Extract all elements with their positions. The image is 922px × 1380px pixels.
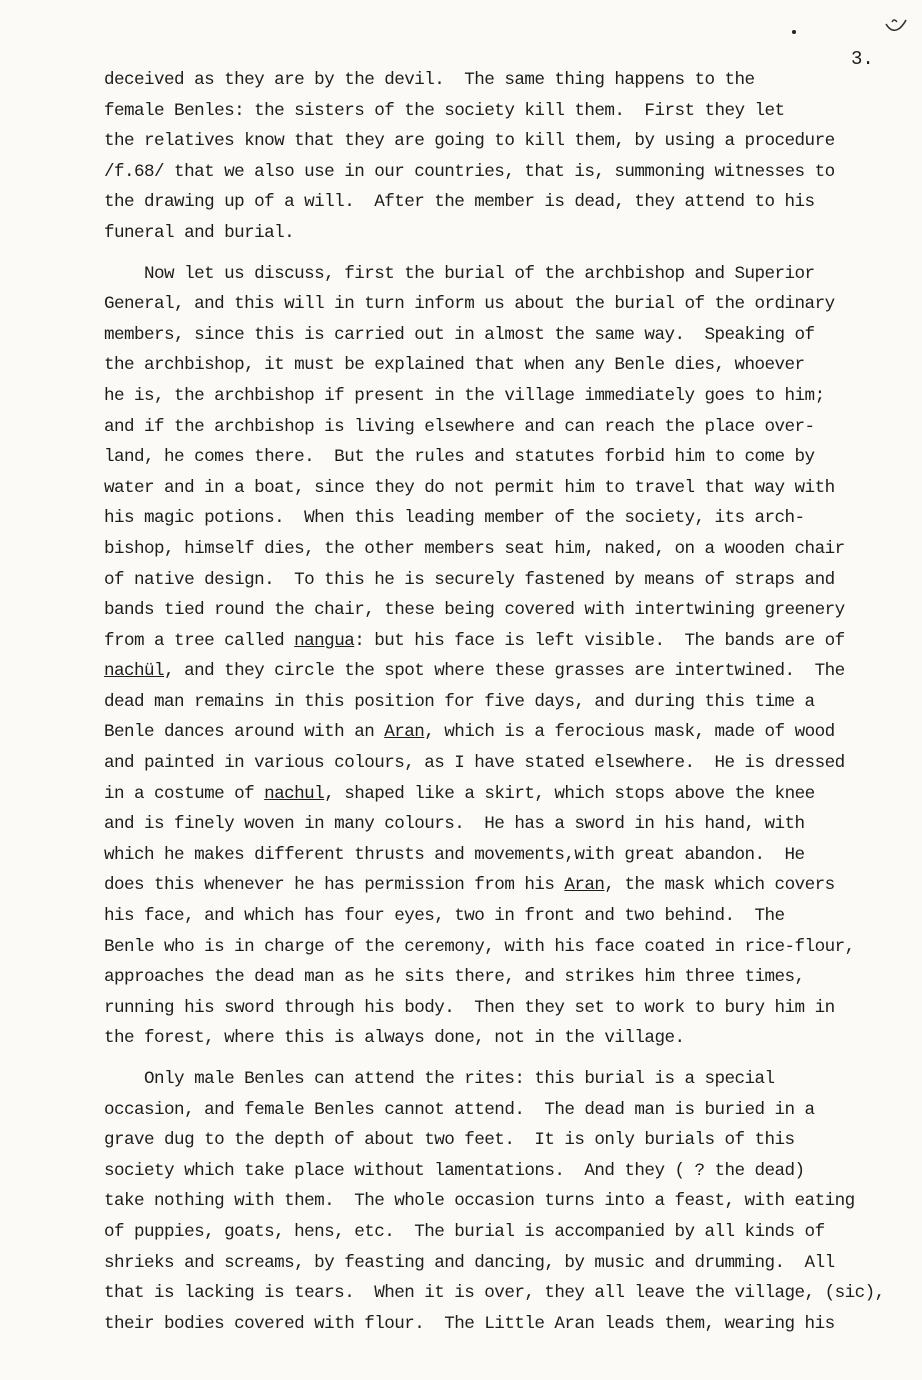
text-line: which he makes different thrusts and movements,with great abandon. He <box>104 844 805 865</box>
text-line: Benle dances around with an Aran, which is a ferocious mask, made of wood <box>104 722 835 743</box>
text-line: approaches the dead man as he sits there, and strikes him three times, <box>104 967 805 988</box>
paragraph-1 <box>104 65 912 249</box>
text-line: land, he comes there. But the rules and statutes forbid him to come by <box>104 447 815 468</box>
text-line: /f.68/ that we also use in our countries, that is, summoning witnesses to <box>104 161 835 182</box>
text-line: and if the archbishop is living elsewhere and can reach the place over- <box>104 416 815 437</box>
text-line: in a costume of nachul, shaped like a skirt, which stops above the knee <box>104 783 815 804</box>
text-line: members, since this is carried out in almost the same way. Speaking of <box>104 324 815 345</box>
text-line: General, and this will in turn inform us about the burial of the ordinary <box>104 294 835 315</box>
paragraph-2 <box>104 259 912 1054</box>
text-line: does this whenever he has permission from his Aran, the mask which covers <box>104 875 835 896</box>
text-line: dead man remains in this position for five days, and during this time a <box>104 691 815 712</box>
text-line: bands tied round the chair, these being covered with intertwining greenery <box>104 600 845 621</box>
text-line: his face, and which has four eyes, two in front and two behind. The <box>104 906 785 927</box>
text-line: nachül, and they circle the spot where these grasses are intertwined. The <box>104 661 845 682</box>
text-line: occasion, and female Benles cannot attend. The dead man is buried in a <box>104 1099 815 1120</box>
text-line: society which take place without lamentations. And they ( ? the dead) <box>104 1160 805 1181</box>
text-line: shrieks and screams, by feasting and dancing, by music and drumming. All <box>104 1252 835 1273</box>
text-line: he is, the archbishop if present in the village immediately goes to him; <box>104 385 825 406</box>
text-line: funeral and burial. <box>104 222 295 243</box>
text-line: take nothing with them. The whole occasion turns into a feast, with eating <box>104 1191 855 1212</box>
text-line: his magic potions. When this leading member of the society, its arch- <box>104 508 805 529</box>
text-line: running his sword through his body. Then they set to work to bury him in <box>104 997 835 1018</box>
stray-dot <box>792 30 796 34</box>
text-line: Now let us discuss, first the burial of the archbishop and Superior <box>104 263 815 284</box>
text-line: the archbishop, it must be explained that when any Benle dies, whoever <box>104 355 805 376</box>
text-line: female Benles: the sisters of the society kill them. First they let <box>104 100 785 121</box>
text-line: of puppies, goats, hens, etc. The burial is accompanied by all kinds of <box>104 1221 825 1242</box>
text-line: Only male Benles can attend the rites: this burial is a special <box>104 1069 775 1089</box>
text-line: the relatives know that they are going to kill them, by using a procedure <box>104 131 835 152</box>
text-line: their bodies covered with flour. The Little Aran leads them, wearing his <box>104 1313 835 1334</box>
body-text <box>104 65 912 1339</box>
text-line: and is finely woven in many colours. He has a sword in his hand, with <box>104 814 805 835</box>
text-line: the forest, where this is always done, not in the village. <box>104 1028 685 1049</box>
text-line: and painted in various colours, as I have stated elsewhere. He is dressed <box>104 753 845 774</box>
page-number: 3. <box>851 48 874 70</box>
text-line: bishop, himself dies, the other members seat him, naked, on a wooden chair <box>104 538 845 559</box>
text-line: the drawing up of a will. After the member is dead, they attend to his <box>104 192 815 213</box>
text-line: grave dug to the depth of about two feet. It is only burials of this <box>104 1130 795 1151</box>
text-line: Benle who is in charge of the ceremony, with his face coated in rice-flour, <box>104 936 855 957</box>
text-line: from a tree called nangua: but his face is left visible. The bands are of <box>104 630 845 651</box>
text-line: of native design. To this he is securely fastened by means of straps and <box>104 569 835 590</box>
text-line: deceived as they are by the devil. The same thing happens to the <box>104 70 755 90</box>
paragraph-3 <box>104 1064 912 1339</box>
text-line: water and in a boat, since they do not permit him to travel that way with <box>104 477 835 498</box>
text-line: that is lacking is tears. When it is over, they all leave the village, (sic), <box>104 1283 885 1304</box>
handwritten-mark <box>884 16 910 38</box>
